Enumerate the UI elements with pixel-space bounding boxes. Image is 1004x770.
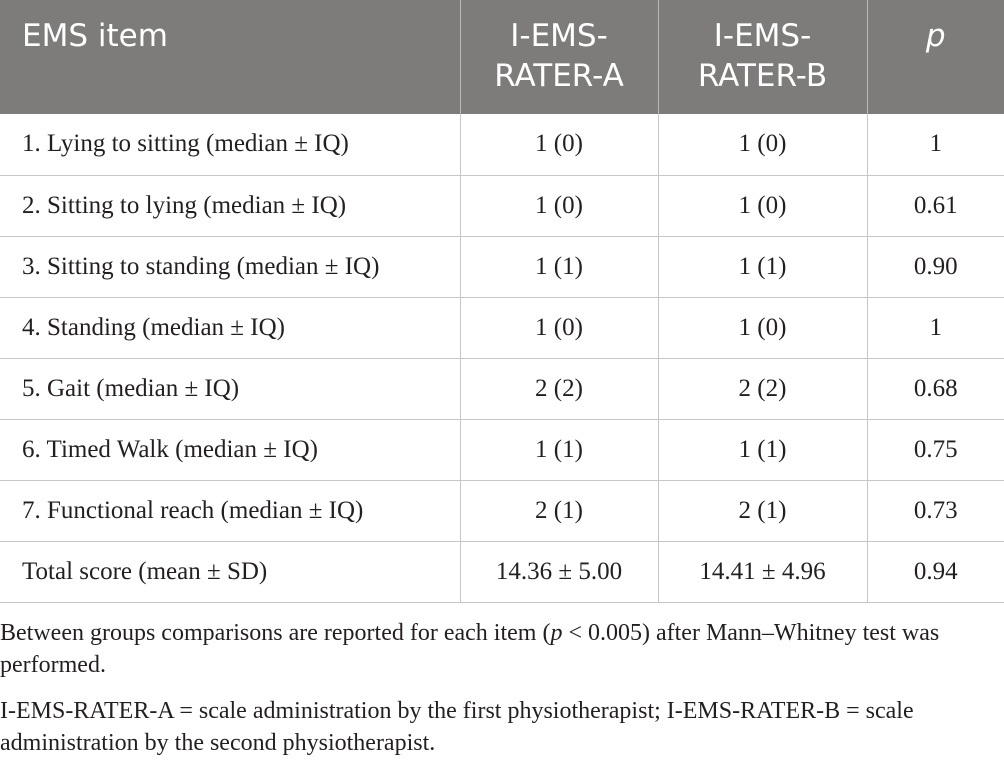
row-rater-a: 14.36 ± 5.00 xyxy=(460,541,658,602)
row-rater-b: 1 (1) xyxy=(658,236,867,297)
row-rater-b: 1 (0) xyxy=(658,297,867,358)
row-rater-a: 2 (2) xyxy=(460,358,658,419)
row-p: 0.73 xyxy=(867,480,1004,541)
row-item: 3. Sitting to standing (median ± IQ) xyxy=(0,236,460,297)
footnote-comparisons-text-1: Between groups comparisons are reported for each item ( xyxy=(0,620,551,646)
header-rater-b-line1: I-EMS- xyxy=(713,18,812,54)
row-item: 7. Functional reach (median ± IQ) xyxy=(0,480,460,541)
row-rater-a: 1 (0) xyxy=(460,175,658,236)
header-rater-a xyxy=(460,0,658,114)
row-p: 1 xyxy=(867,297,1004,358)
footnote-abbreviations: I-EMS-RATER-A = scale administration by the first physiotherapist; I-EMS-RATER-B = scale administration by the second physiotherapist. xyxy=(0,698,914,756)
footnote-comparisons-text-2: < 0.005) after Mann–Whitney test was performed. xyxy=(0,620,940,678)
table-row xyxy=(0,236,1004,297)
table-row xyxy=(0,114,1004,175)
row-p: 1 xyxy=(867,114,1004,175)
table-row xyxy=(0,480,1004,541)
table-row xyxy=(0,297,1004,358)
row-rater-b: 1 (0) xyxy=(658,114,867,175)
footnote-p-symbol: p xyxy=(550,620,563,646)
row-rater-b: 2 (1) xyxy=(658,480,867,541)
row-p: 0.68 xyxy=(867,358,1004,419)
header-row xyxy=(0,0,1004,114)
row-item: 4. Standing (median ± IQ) xyxy=(0,297,460,358)
row-p: 0.61 xyxy=(867,175,1004,236)
table-body xyxy=(0,114,1004,602)
row-rater-a: 2 (1) xyxy=(460,480,658,541)
row-rater-b: 14.41 ± 4.96 xyxy=(658,541,867,602)
row-rater-b: 1 (0) xyxy=(658,175,867,236)
row-item: 5. Gait (median ± IQ) xyxy=(0,358,460,419)
row-rater-a: 1 (1) xyxy=(460,419,658,480)
table-row-total xyxy=(0,541,1004,602)
row-rater-a: 1 (0) xyxy=(460,114,658,175)
row-rater-a: 1 (1) xyxy=(460,236,658,297)
row-rater-a: 1 (0) xyxy=(460,297,658,358)
row-p: 0.75 xyxy=(867,419,1004,480)
header-rater-b xyxy=(658,0,867,114)
table-row xyxy=(0,358,1004,419)
row-item: Total score (mean ± SD) xyxy=(0,541,460,602)
row-rater-b: 1 (1) xyxy=(658,419,867,480)
header-p: p xyxy=(867,0,1004,114)
row-p: 0.94 xyxy=(867,541,1004,602)
header-ems-item: EMS item xyxy=(22,18,168,54)
table-row xyxy=(0,175,1004,236)
row-p: 0.90 xyxy=(867,236,1004,297)
table-row xyxy=(0,419,1004,480)
row-item: 2. Sitting to lying (median ± IQ) xyxy=(0,175,460,236)
row-item: 1. Lying to sitting (median ± IQ) xyxy=(22,130,349,158)
table-header xyxy=(0,0,1004,114)
header-rater-a-line2: RATER-A xyxy=(494,58,624,94)
row-item: 6. Timed Walk (median ± IQ) xyxy=(0,419,460,480)
header-rater-a-line1: I-EMS- xyxy=(510,18,608,54)
row-rater-b: 2 (2) xyxy=(658,358,867,419)
footnote-comparisons xyxy=(0,617,1004,681)
header-rater-b-line2: RATER-B xyxy=(697,58,828,94)
